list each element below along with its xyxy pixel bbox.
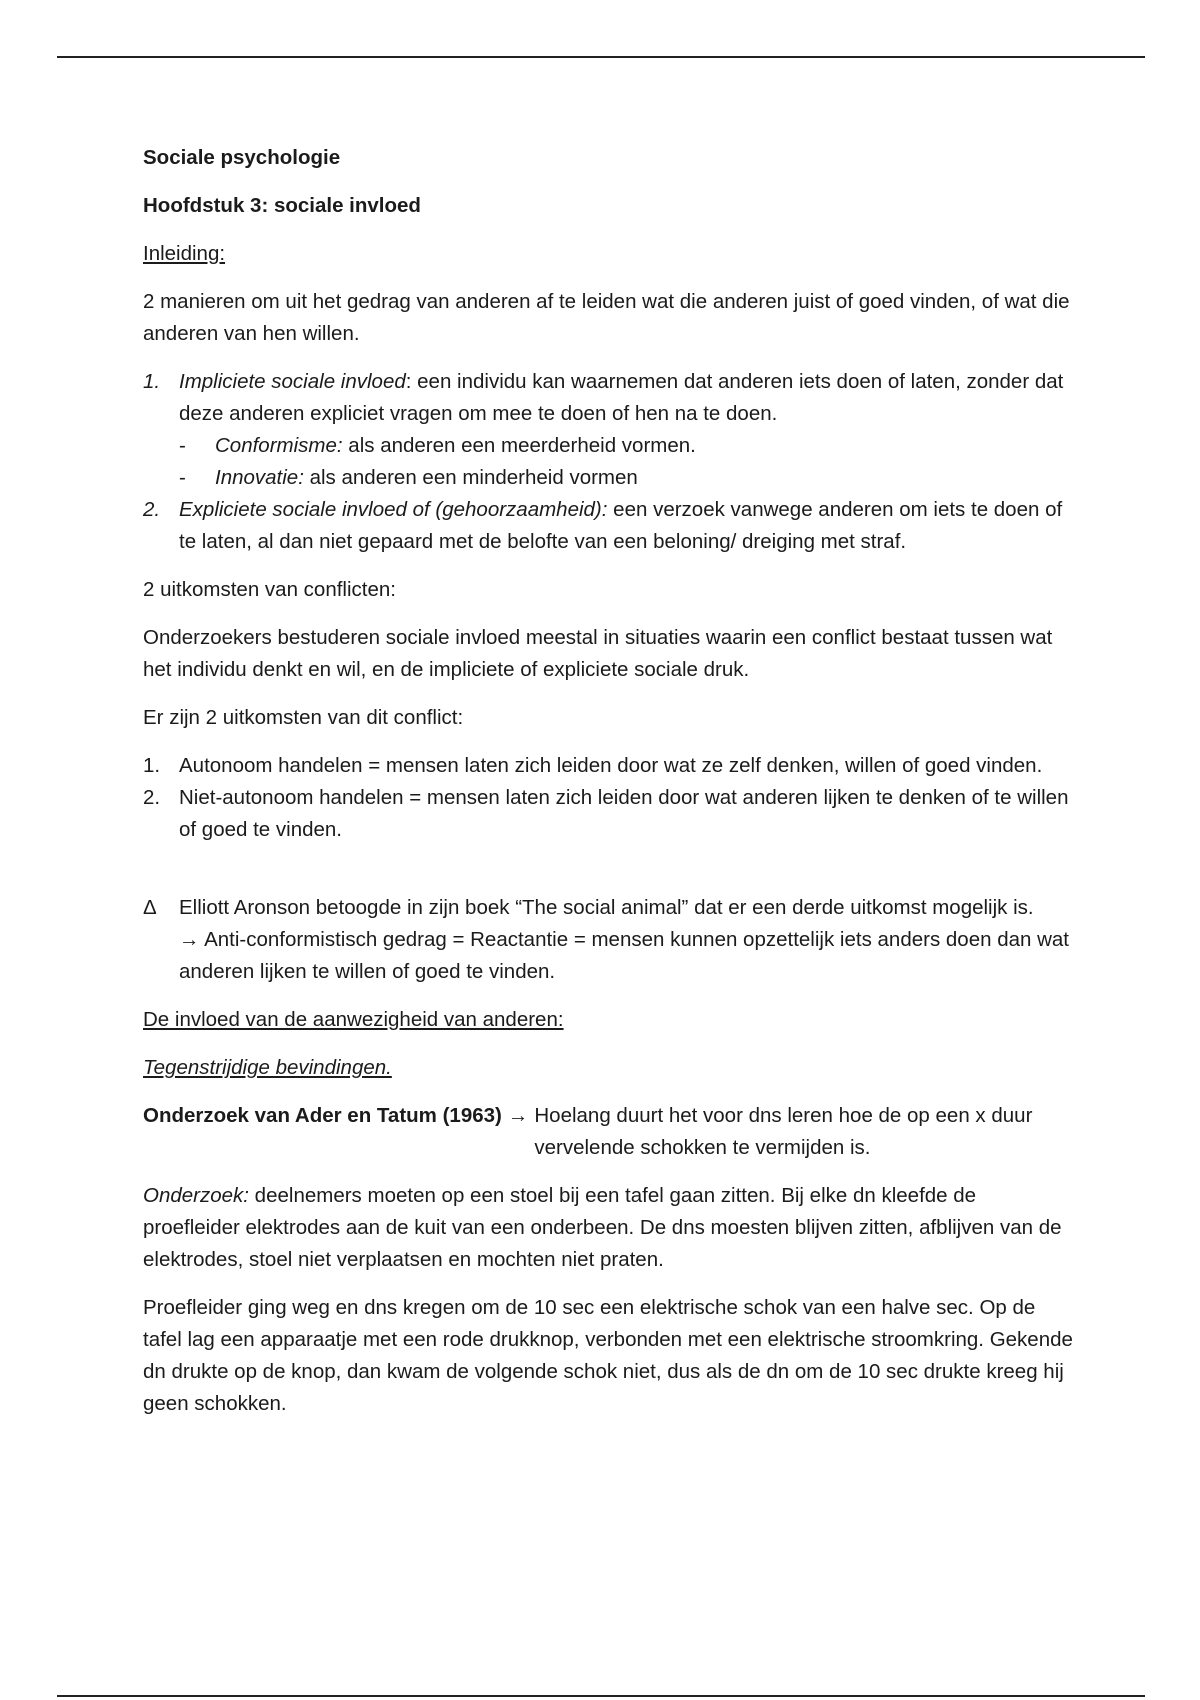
- list-text: Niet-autonoom handelen = mensen laten zich leiden door wat anderen lijken te denken of te willen of goed te vinden.: [179, 786, 1069, 841]
- list-number: 2.: [143, 498, 161, 521]
- onderzoek-paragraph: [143, 1180, 1073, 1276]
- influence-types-list: [143, 366, 1073, 558]
- outcomes-heading: 2 uitkomsten van conflicten:: [143, 578, 396, 601]
- list-term: Impliciete sociale invloed: [179, 370, 406, 393]
- chapter-heading: Hoofdstuk 3: sociale invloed: [143, 194, 421, 217]
- delta-item: [143, 892, 1073, 988]
- list-item: [143, 494, 1073, 558]
- list-number: 1.: [143, 370, 161, 393]
- dash-bullet: -: [179, 434, 186, 457]
- list-item: [143, 782, 1073, 846]
- document-body: [143, 142, 1073, 1436]
- intro-paragraph: 2 manieren om uit het gedrag van anderen af te leiden wat die anderen juist of goed vinden, of wat die anderen van hen willen.: [143, 290, 1070, 345]
- dash-bullet: -: [179, 466, 186, 489]
- outcomes-intro: Er zijn 2 uitkomsten van dit conflict:: [143, 706, 464, 729]
- list-term: Expliciete sociale invloed of (gehoorzaamheid):: [179, 498, 608, 521]
- sub-list-item: [143, 430, 1073, 462]
- onderzoek-text: deelnemers moeten op een stoel bij een tafel gaan zitten. Bij elke dn kleefde de proefleider elektrodes aan de kuit van een onderbeen. De dns moesten blijven zitten, afblijven van de elektrodes, stoel niet verplaatsen en mochten niet praten.: [143, 1184, 1062, 1271]
- sub-list-item: [143, 462, 1073, 494]
- outcomes-paragraph: Onderzoekers bestuderen sociale invloed meestal in situaties waarin een conflict bestaat tussen wat het individu denkt en wil, en de impliciete of expliciete sociale druk.: [143, 626, 1053, 681]
- list-item: [143, 366, 1073, 430]
- section-heading-aanwezigheid: De invloed van de aanwezigheid van anderen:: [143, 1008, 564, 1031]
- document-title: Sociale psychologie: [143, 146, 341, 169]
- list-text: : een individu kan waarnemen dat anderen iets doen of laten, zonder dat deze anderen expliciet vragen om mee te doen of hen na te doen.: [179, 370, 1064, 425]
- list-text: een verzoek vanwege anderen om iets te doen of te laten, al dan niet gepaard met de belofte van een beloning/ dreiging met straf.: [179, 498, 1063, 553]
- header-rule: [57, 56, 1145, 58]
- list-text: Autonoom handelen = mensen laten zich leiden door wat ze zelf denken, willen of goed vinden.: [179, 754, 1043, 777]
- sub-text: als anderen een minderheid vormen: [303, 466, 638, 489]
- sub-term: Conformisme:: [215, 434, 343, 457]
- arrow-right-icon: →: [507, 1104, 529, 1127]
- delta-icon: Δ: [143, 896, 157, 919]
- outcomes-list: [143, 750, 1073, 846]
- sub-text: als anderen een meerderheid vormen.: [342, 434, 696, 457]
- onderzoek-label: Onderzoek:: [143, 1184, 249, 1207]
- delta-arrow-text: → Anti-conformistisch gedrag = Reactantie = mensen kunnen opzettelijk iets anders doen dan wat anderen lijken te willen of goed te vinden.: [179, 928, 1069, 983]
- footer-rule: [57, 1695, 1145, 1697]
- delta-note: [143, 892, 1073, 988]
- study-label: Onderzoek van Ader en Tatum (1963): [143, 1104, 502, 1127]
- study-ader-tatum: [143, 1100, 1073, 1164]
- list-number: 1.: [143, 754, 161, 777]
- section-heading-inleiding: Inleiding:: [143, 242, 226, 265]
- spacer: [143, 862, 1073, 892]
- section-subheading: Tegenstrijdige bevindingen.: [143, 1056, 392, 1079]
- list-number: 2.: [143, 786, 161, 809]
- study-question: Hoelang duurt het voor dns leren hoe de op een x duur vervelende schokken te vermijden is.: [534, 1104, 1033, 1159]
- list-item: [143, 750, 1073, 782]
- proefleider-paragraph: Proefleider ging weg en dns kregen om de 10 sec een elektrische schok van een halve sec. Op de tafel lag een apparaatje met een rode drukknop, verbonden met een elektrische stroomkring. Gekende dn drukte op de knop, dan kwam de volgende schok niet, dus als de dn om de 10 sec drukte kreeg hij geen schokken.: [143, 1296, 1073, 1415]
- delta-text: Elliott Aronson betoogde in zijn boek “The social animal” dat er een derde uitkomst mogelijk is.: [179, 896, 1034, 919]
- sub-term: Innovatie:: [215, 466, 304, 489]
